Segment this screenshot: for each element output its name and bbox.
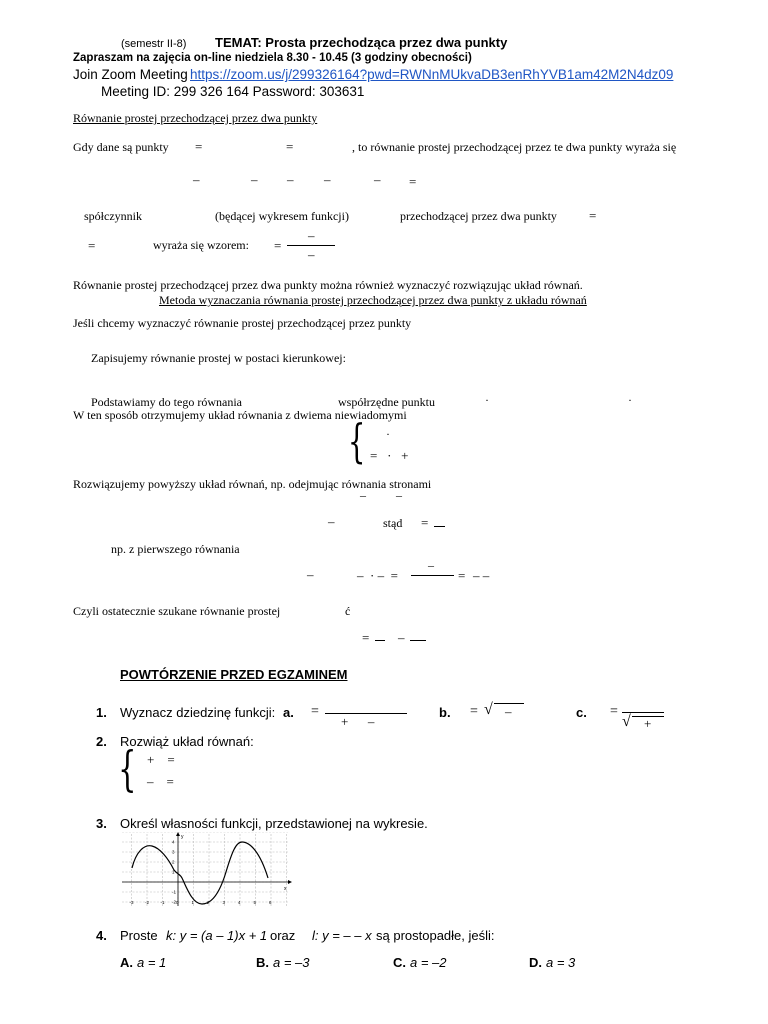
p8-fraction-bar bbox=[411, 575, 454, 576]
section1-line1-b: , to równanie prostej przechodzącej przez te dwa punkty wyraża się bbox=[352, 140, 677, 154]
section2-p8-num: – bbox=[428, 558, 434, 572]
q2-row2: – = bbox=[147, 774, 174, 789]
x-tick-label: 4 bbox=[238, 900, 241, 905]
header-topic: TEMAT: Prosta przechodząca przez dwa punkty bbox=[215, 35, 508, 50]
p6-fraction-bar bbox=[434, 526, 445, 527]
section1-line1-a: Gdy dane są punkty bbox=[73, 140, 169, 154]
answer-b-letter: B. bbox=[256, 955, 269, 970]
section2-p8c: = bbox=[458, 568, 466, 583]
y-tick-label: 2 bbox=[172, 859, 175, 865]
section1-eq1: = bbox=[195, 139, 203, 154]
system-row2: = · + bbox=[370, 448, 409, 463]
x-tick-label: -3 bbox=[129, 900, 134, 905]
function-graph bbox=[122, 832, 292, 906]
p10-bar2 bbox=[410, 640, 426, 641]
p10-bar1 bbox=[375, 640, 385, 641]
section2-p8a: – bbox=[307, 567, 314, 582]
section2-intro: Równanie prostej przechodzącej przez dwa punkty można również wyznaczyć rozwiązując układ równań. bbox=[73, 278, 583, 292]
review-heading: POWTÓRZENIE PRZED EGZAMINEM bbox=[120, 667, 348, 682]
q4-line-k: k: y = (a – 1)x + 1 bbox=[166, 928, 268, 943]
fraction-bar bbox=[287, 245, 335, 246]
q1-c-label: c. bbox=[576, 705, 587, 720]
coef-a: spółczynnik bbox=[84, 209, 142, 223]
q1-a-eq: = bbox=[311, 704, 319, 719]
section2-p9b: ć bbox=[345, 604, 351, 618]
coef-eq: = bbox=[589, 208, 597, 223]
section2-p6c: = bbox=[421, 515, 429, 530]
q2-row1: + = bbox=[147, 752, 175, 767]
x-tick-label: -1 bbox=[160, 900, 165, 905]
q4-oraz: oraz bbox=[270, 928, 296, 943]
sqrt-icon: √ bbox=[622, 713, 631, 730]
y-axis-label: y bbox=[181, 834, 184, 840]
q4-text-b: są prostopadłe, jeśli: bbox=[376, 928, 495, 943]
function-curve bbox=[129, 839, 268, 905]
y-tick-label: 1 bbox=[172, 869, 175, 875]
q3-text: Określ własności funkcji, przedstawionej na wykresie. bbox=[120, 816, 428, 831]
y-tick-label: -2 bbox=[172, 899, 177, 905]
frac-denominator: – bbox=[308, 247, 315, 262]
x-tick-label: 1 bbox=[191, 900, 195, 905]
y-tick-label: 3 bbox=[172, 849, 175, 855]
section2-p5-sub: – – bbox=[360, 488, 402, 502]
section1-eq2: = bbox=[286, 139, 294, 154]
section1-row2-3: – bbox=[324, 172, 331, 187]
q1-a-label: a. bbox=[283, 705, 294, 720]
section1-row2-1: – bbox=[251, 172, 258, 187]
frac-numerator: – bbox=[308, 228, 315, 243]
section2-p1: Jeśli chcemy wyznaczyć równanie prostej przechodzącej przez punkty bbox=[73, 316, 412, 330]
answer-d-letter: D. bbox=[529, 955, 542, 970]
coef-b: (będącej wykresem funkcji) bbox=[215, 209, 349, 223]
section2-p4: W ten sposób otrzymujemy układ równania z dwiema niewiadomymi bbox=[73, 408, 407, 422]
q2-brace: { bbox=[118, 741, 137, 797]
section2-p5: Rozwiązujemy powyższy układ równań, np. odejmując równania stronami bbox=[73, 477, 432, 491]
section2-p8d: – – bbox=[473, 568, 490, 583]
section1-row2-0: – bbox=[193, 172, 200, 187]
q1-b-radicand: – bbox=[505, 704, 512, 719]
q2-text: Rozwiąż układ równań: bbox=[120, 734, 254, 749]
system-row1: · bbox=[386, 427, 390, 441]
answer-a-value: a = 1 bbox=[137, 955, 167, 970]
x-tick-label: 0 bbox=[176, 900, 179, 905]
section2-p6a: – bbox=[328, 514, 335, 529]
q1-b-label: b. bbox=[439, 705, 451, 720]
x-axis-label: x bbox=[284, 886, 287, 892]
section2-p3d: · bbox=[628, 393, 632, 407]
section2-p6b: stąd bbox=[383, 516, 403, 530]
answer-a-letter: A. bbox=[120, 955, 133, 970]
q1-b-eq: = bbox=[470, 704, 478, 719]
header-invite: Zapraszam na zajęcia on-line niedziela 8.30 - 10.45 (3 godziny obecności) bbox=[73, 52, 472, 64]
zoom-label: Join Zoom Meeting bbox=[73, 67, 188, 82]
q4-number: 4. bbox=[96, 928, 107, 943]
q1-c-eq: = bbox=[610, 704, 618, 719]
x-tick-label: 5 bbox=[253, 900, 257, 905]
section2-p3b: współrzędne punktu bbox=[338, 395, 435, 409]
y-axis-arrow-icon bbox=[176, 832, 180, 836]
q1-a-denominator: + – bbox=[341, 714, 375, 729]
answer-d-value: a = 3 bbox=[546, 955, 576, 970]
answer-b-value: a = –3 bbox=[273, 955, 310, 970]
sqrt-icon: √ bbox=[484, 701, 493, 718]
answer-c-value: a = –2 bbox=[410, 955, 447, 970]
answer-c-letter: C. bbox=[393, 955, 406, 970]
section2-p3c: · bbox=[485, 393, 489, 407]
x-tick-label: -2 bbox=[145, 900, 150, 905]
y-tick-label: -1 bbox=[172, 889, 177, 895]
section2-p9: Czyli ostatecznie szukane równanie prostej bbox=[73, 604, 281, 618]
section2-p7: np. z pierwszego równania bbox=[111, 542, 240, 556]
x-axis-arrow-icon bbox=[288, 880, 292, 884]
header-semester: (semestr II-8) bbox=[121, 38, 187, 50]
coef-c: przechodzącej przez dwa punkty bbox=[400, 209, 557, 223]
meeting-info: Meeting ID: 299 326 164 Password: 303631 bbox=[101, 84, 365, 99]
q2-number: 2. bbox=[96, 734, 107, 749]
system-brace: { bbox=[347, 414, 366, 468]
section1-row2-4: – bbox=[374, 172, 381, 187]
expr-eq2: = bbox=[274, 238, 282, 253]
section1-heading: Równanie prostej przechodzącej przez dwa punkty bbox=[73, 111, 318, 125]
section1-row2-2: – bbox=[287, 172, 294, 187]
section2-p2: Zapisujemy równanie prostej w postaci kierunkowej: bbox=[91, 351, 346, 365]
section2-p8b: – · – = bbox=[357, 568, 398, 583]
section2-p10b: – bbox=[398, 630, 405, 645]
expr-eq: = bbox=[88, 238, 96, 253]
section2-p10: = bbox=[362, 630, 370, 645]
x-tick-label: 3 bbox=[222, 900, 226, 905]
section1-row2-5: = bbox=[409, 174, 417, 189]
expr-text: wyraża się wzorem: bbox=[153, 238, 249, 252]
q1-text: Wyznacz dziedzinę funkcji: bbox=[120, 705, 276, 720]
q4-line-l: l: y = – – x bbox=[312, 928, 372, 943]
q3-number: 3. bbox=[96, 816, 107, 831]
q4-text-a: Proste bbox=[120, 928, 158, 943]
q1-c-denominator: + bbox=[644, 716, 652, 731]
y-tick-label: 4 bbox=[172, 839, 175, 845]
section2-p3a: Podstawiamy do tego równania bbox=[91, 395, 242, 409]
x-tick-label: 6 bbox=[269, 900, 272, 905]
q1-number: 1. bbox=[96, 705, 107, 720]
section2-heading: Metoda wyznaczania równania prostej przechodzącej przez dwa punkty z układu równań bbox=[159, 293, 587, 307]
x-tick-label: 2 bbox=[207, 900, 210, 905]
zoom-link[interactable]: https://zoom.us/j/299326164?pwd=RWNnMUkvaDB3enRhYVB1am42M2N4dz09 bbox=[190, 67, 674, 82]
